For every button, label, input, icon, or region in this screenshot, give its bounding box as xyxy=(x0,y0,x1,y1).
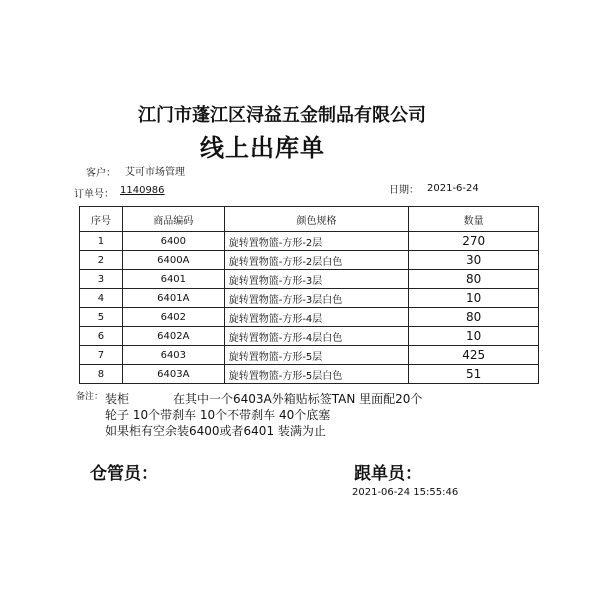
row-spec: 旋转置物篮-方形-5层 xyxy=(224,346,409,365)
items-table xyxy=(79,206,539,384)
remarks-line1b: 在其中一个6403A外箱贴标签TAN 里面配20个 xyxy=(173,392,423,406)
row-qty: 270 xyxy=(409,232,539,251)
row-code: 6403A xyxy=(122,365,224,384)
row-qty: 10 xyxy=(409,327,539,346)
row-index: 2 xyxy=(80,251,123,270)
remarks-line3: 如果柜有空余装6400或者6401 装满为止 xyxy=(105,424,326,438)
warehouse-keeper-label: 仓管员： xyxy=(90,464,158,484)
table-row xyxy=(80,251,539,270)
row-index: 6 xyxy=(80,327,123,346)
table-row xyxy=(80,308,539,327)
row-spec: 旋转置物篮-方形-4层 xyxy=(224,308,409,327)
row-index: 5 xyxy=(80,308,123,327)
table-row xyxy=(80,365,539,384)
row-qty: 80 xyxy=(409,308,539,327)
order-number: 1140986 xyxy=(120,185,165,196)
row-index: 4 xyxy=(80,289,123,308)
row-spec: 旋转置物篮-方形-2层 xyxy=(224,232,409,251)
row-spec: 旋转置物篮-方形-4层白色 xyxy=(224,327,409,346)
row-code: 6400 xyxy=(122,232,224,251)
row-spec: 旋转置物篮-方形-2层白色 xyxy=(224,251,409,270)
remarks-line1a: 装柜 xyxy=(105,392,130,406)
date-label: 日期： xyxy=(389,185,419,196)
row-qty: 30 xyxy=(409,251,539,270)
row-index: 3 xyxy=(80,270,123,289)
table-row xyxy=(80,327,539,346)
table-row xyxy=(80,232,539,251)
table-row xyxy=(80,270,539,289)
row-spec: 旋转置物篮-方形-3层白色 xyxy=(224,289,409,308)
remarks-line2: 轮子 10个带刹车 10个不带刹车 40个底塞 xyxy=(105,408,331,422)
customer-label: 客户： xyxy=(86,168,116,179)
header-qty: 数量 xyxy=(409,207,539,232)
company-name: 江门市蓬江区浔益五金制品有限公司 xyxy=(138,105,426,126)
row-code: 6402 xyxy=(122,308,224,327)
header-spec: 颜色规格 xyxy=(224,207,409,232)
row-index: 8 xyxy=(80,365,123,384)
row-spec: 旋转置物篮-方形-3层 xyxy=(224,270,409,289)
print-timestamp: 2021-06-24 15:55:46 xyxy=(352,487,459,498)
header-code: 商品编码 xyxy=(122,207,224,232)
row-qty: 80 xyxy=(409,270,539,289)
row-index: 7 xyxy=(80,346,123,365)
row-index: 1 xyxy=(80,232,123,251)
table-row xyxy=(80,289,539,308)
date-value: 2021-6-24 xyxy=(427,183,479,194)
header-index: 序号 xyxy=(80,207,123,232)
row-code: 6401 xyxy=(122,270,224,289)
row-spec: 旋转置物篮-方形-5层白色 xyxy=(224,365,409,384)
customer-value: 艾可市场管理 xyxy=(125,167,185,178)
table-header-row xyxy=(80,207,539,232)
row-code: 6403 xyxy=(122,346,224,365)
row-code: 6402A xyxy=(122,327,224,346)
table-row xyxy=(80,346,539,365)
row-qty: 51 xyxy=(409,365,539,384)
row-qty: 10 xyxy=(409,289,539,308)
row-qty: 425 xyxy=(409,346,539,365)
order-label: 订单号： xyxy=(74,189,114,200)
document-title: 线上出库单 xyxy=(200,134,325,162)
remarks-label: 备注： xyxy=(76,392,104,402)
row-code: 6401A xyxy=(122,289,224,308)
row-code: 6400A xyxy=(122,251,224,270)
order-follower-label: 跟单员： xyxy=(354,464,422,484)
